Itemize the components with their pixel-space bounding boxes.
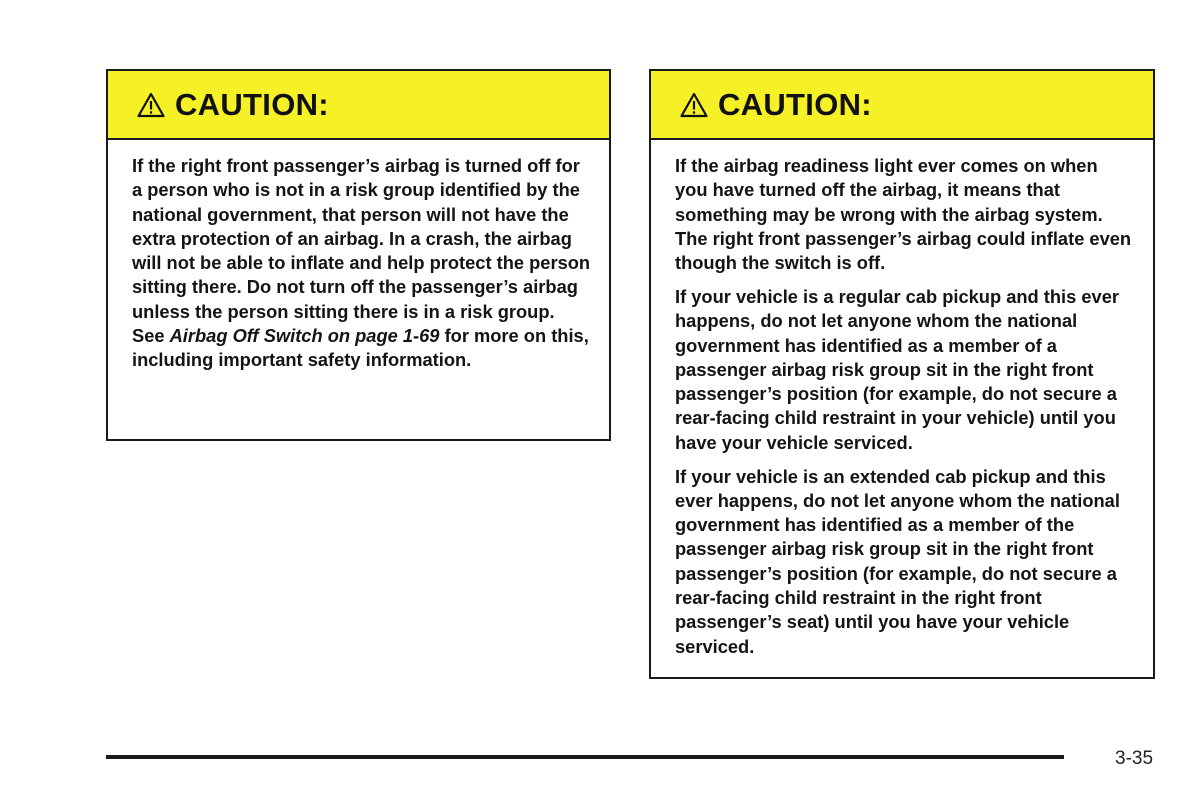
footer-rule [106, 755, 1064, 759]
caution-body [108, 140, 609, 373]
warning-triangle-icon [679, 91, 709, 119]
caution-paragraph: If your vehicle is an extended cab pickup and this ever happens, do not let anyone whom the national government has identified as a member of the passenger airbag risk group sit in the right front passenger’s position (for example, do not secure a rear-facing child restraint in the right front passenger’s seat) until you have your vehicle serviced. [675, 465, 1120, 657]
caution-text: If the right front passenger’s airbag is turned off for a person who is not in a risk group identified by the national government, that person will not have the extra protection of an airbag. In a crash, the airbag will not be able to inflate and help protect the person sitting there. Do not turn off the passenger’s airbag unless the person sitting there is in a risk group. See [132, 155, 591, 347]
caution-header [651, 71, 1153, 140]
caution-box-right [649, 69, 1155, 679]
caution-paragraph [132, 154, 591, 373]
caution-box-left [106, 69, 611, 441]
caution-paragraph: If your vehicle is a regular cab pickup and this ever happens, do not let anyone whom the national government has identified as a member of a passenger airbag risk group sit in the right front passenger’s position (for example, do not secure a rear-facing child restraint in your vehicle) until you have your vehicle serviced. [675, 285, 1119, 453]
caution-text: for more on this, including important safety information. [132, 325, 589, 371]
cross-reference-link: Airbag Off Switch on page 1-69 [169, 325, 440, 347]
caution-title: CAUTION: [718, 86, 872, 122]
caution-header [108, 71, 609, 140]
page-number: 3-35 [1115, 748, 1154, 769]
caution-paragraph: If the airbag readiness light ever comes on when you have turned off the airbag, it means that something may be wrong with the airbag system. The right front passenger’s airbag could inflate even though the switch is off. [675, 155, 1132, 274]
warning-triangle-icon [136, 91, 166, 119]
caution-title: CAUTION: [175, 86, 329, 122]
caution-body [651, 140, 1153, 659]
